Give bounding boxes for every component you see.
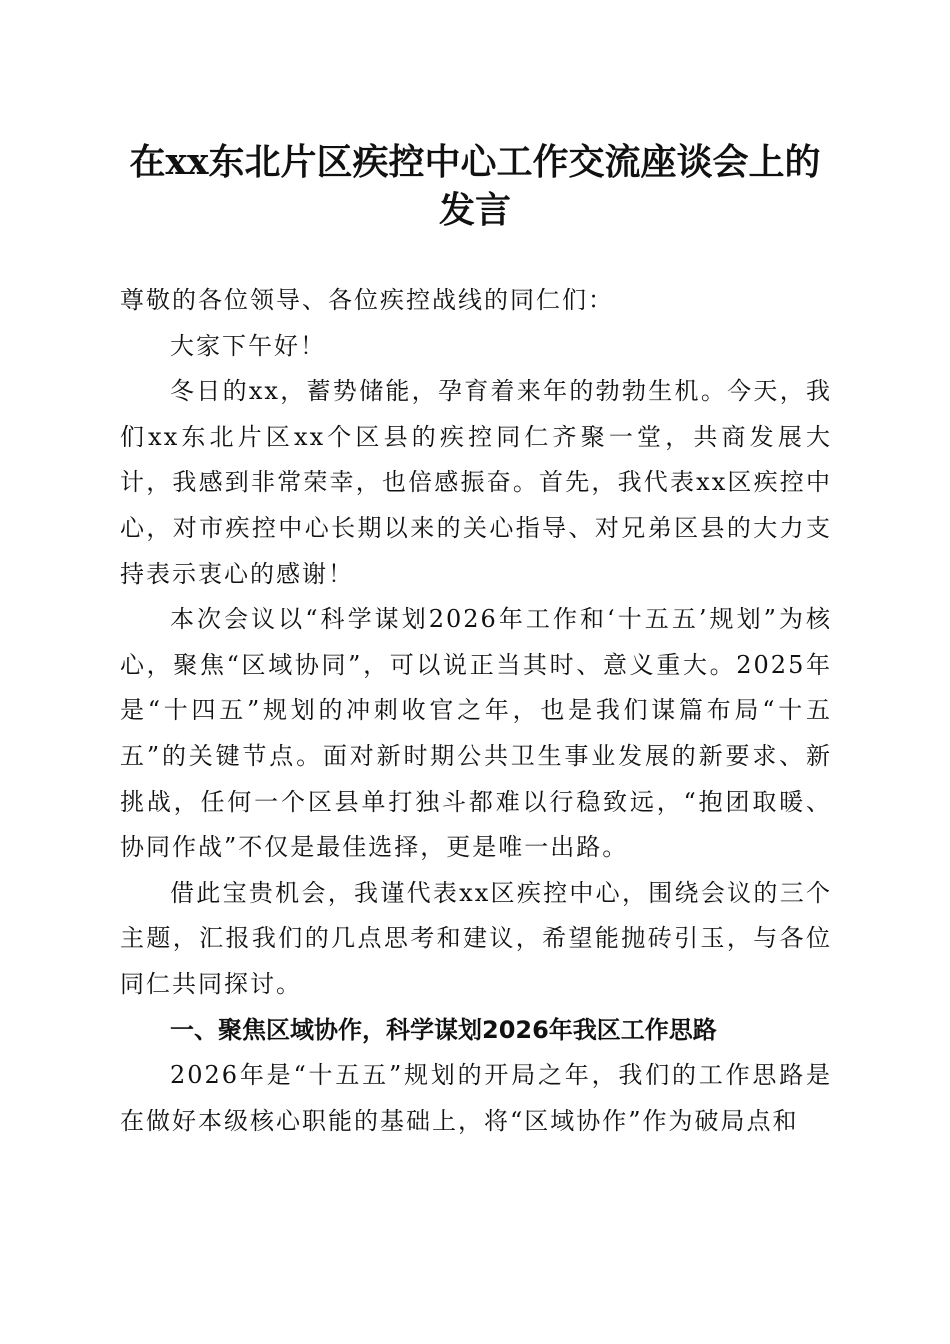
- paragraph-2: 本次会议以“科学谋划2026年工作和‘十五五’规划”为核心，聚焦“区域协同”，可以说正当其时、意义重大。2025年是“十四五”规划的冲刺收官之年，也是我们谋篇布局“十五五”的关键节点。面对新时期公共卫生事业发展的新要求、新挑战，任何一个区县单打独斗都难以行稳致远，“抱团取暖、协同作战”不仅是最佳选择，更是唯一出路。: [120, 605, 832, 862]
- title-line-1: 在xx东北片区疾控中心工作交流座谈会上的: [129, 141, 821, 183]
- paragraph-3: 借此宝贵机会，我谨代表xx区疾控中心，围绕会议的三个主题，汇报我们的几点思考和建议，希望能抛砖引玉，与各位同仁共同探讨。: [120, 878, 832, 998]
- greeting: 大家下午好！: [170, 331, 326, 360]
- section-heading: 一、聚焦区域协作，科学谋划2026年我区工作思路: [170, 1015, 717, 1044]
- title-line-2: 发言: [438, 189, 511, 231]
- document-body: [120, 278, 832, 1144]
- document-title: [100, 138, 850, 234]
- paragraph-1: 冬日的xx，蓄势储能，孕育着来年的勃勃生机。今天，我们xx东北片区xx个区县的疾控同仁齐聚一堂，共商发展大计，我感到非常荣幸，也倍感振奋。首先，我代表xx区疾控中心，对市疾控中心长期以来的关心指导、对兄弟区县的大力支持表示衷心的感谢！: [120, 377, 832, 588]
- salutation: 尊敬的各位领导、各位疾控战线的同仁们：: [120, 286, 614, 314]
- section-paragraph: 2026年是“十五五”规划的开局之年，我们的工作思路是在做好本级核心职能的基础上，将“区域协作”作为破局点和: [120, 1061, 832, 1135]
